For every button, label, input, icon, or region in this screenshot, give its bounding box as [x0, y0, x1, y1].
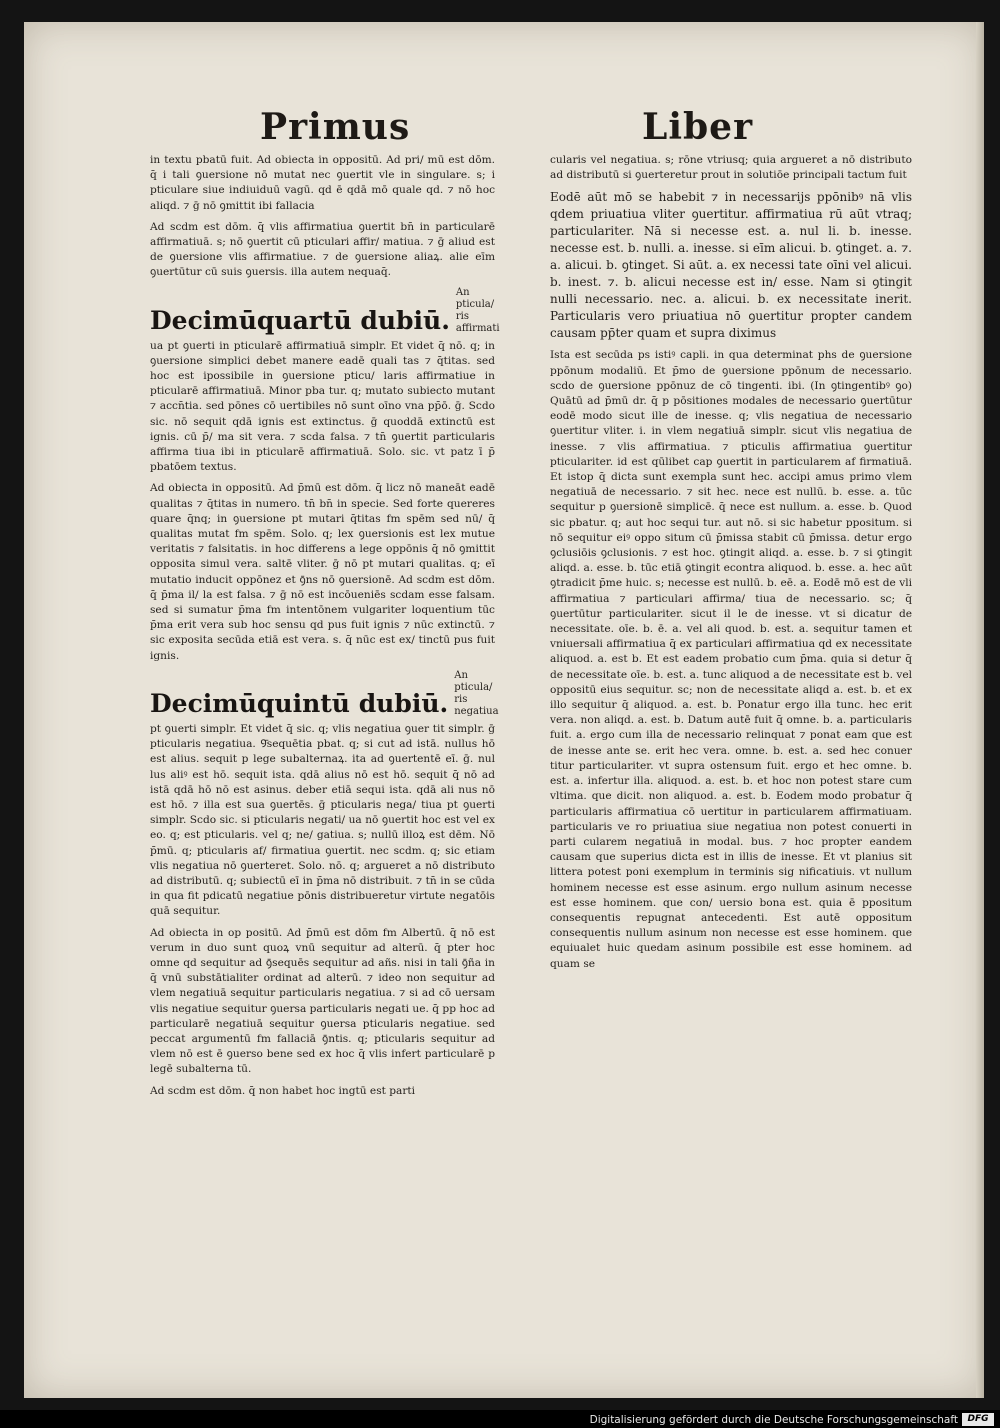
heading-note-14: An pticula/ ris affirmati	[455, 286, 500, 334]
left-paragraph-1: in textu pbatū fuit. Ad obiecta in oppositū. Ad pri/ mū est dōm. q̄ i tali ꝯuersione nō mutat nec ꝯuertit vle in singulare. s; i pticulare siue indiuiduū vagū. qd ē qdā mō quale qd. ⁊ nō hoc aliqd. ⁊ ḡ nō ꝯmittit ibi fallacia	[150, 154, 495, 212]
left-column	[150, 153, 500, 1105]
right-paragraph-2: Eodē aūt mō se habebit ⁊ in necessarijs ppōnibꝰ nā vlis qdem priuatiua vliter ꝯuertitur. affirmatiua rū aūt vtraq; particulariter. Nā si necesse est. a. nul li. b. inesse. necesse est. b. nulli. a. inesse. si eīm alicui. b. ꝯtinget. a. ⁊. a. alicui. b. ꝯtinget. Si aūt. a. ex necessi tate oīni vel alicui. b. inest. ⁊. b. alicui necesse est in/ esse. Nam si ꝯtingit nulli necessario. nec. a. alicui. b. ex necessitate inerit. Particularis vero priuatiua nō ꝯuertitur propter candem causam pp̄ter quam et supra diximus	[550, 190, 912, 341]
right-paragraph-3: Ista est secūda ps istiꝰ capli. in qua determinat phs de ꝯuersione ppōnum modaliū. Et p̄mo de ꝯuersione ppōnum de necessario. scdo de ꝯuersione ppōnuz de cō tingenti. ibi. (In ꝯtingentibꝰ ꝯo) Quātū ad p̄mū dr. q̄ p pōsitiones modales de necessario ꝯuertūtur eodē modo sicut ille de inesse. q; vlis negatiua de necessario ꝯuertitur vliter. i. in vlem negatiuā simplr. sicut vlis negatiua de inesse. ⁊ vlis affirmatiua. ⁊ pticulis affirmatiua ꝯuertitur pticulariter. id est qūlibet cap ꝯuertit in particularem af firmatiuā. Et istop q̄ dicta sunt exempla sunt hec. accipi amus primo vlem negatiuā de necessario. ⁊ sit hec. nece est nullū. b. esse. a. tūc sequitur p ꝯuersionē simplicē. q̄ nece est nullum. a. esse. b. Quod sic pbatur. q; aut hoc sequi tur. aut nō. si sic habetur ppositum. si nō sequitur eiꝰ oppo situm cū p̄missa stabit cū p̄missa. detur ergo ꝯclusiōis ꝯclusionis. ⁊ est hoc. ꝯtingit aliqd. a. esse. b. ⁊ si ꝯtingit aliqd. a. esse. b. tūc etiā ꝯtingit econtra aliquod. b. esse. a. hec aūt ꝯtradicit p̄me huic. s; necesse est nullū. b. eē. a. Eodē mō est de vli affirmatiua ⁊ particulari affirma/ tiua de necessario. sc; q̄ ꝯuertūtur particulariter. sicut il le de inesse. vt si dicatur de necessitate. oīe. b. ē. a. vel ali quod. b. est. a. sequitur tamen et vniuersali affirmatiua q̄ ex particulari affirmatiua qd ex necessitate aliquod. a. est b. Et est eadem probatio cum p̄ma. quia si detur q̄ de necessitate oīe. b. est. a. tunc aliquod a de necessitate est b. vel oppositū eius sequitur. sc; non de necessitate aliqd a. est. b. et ex illo sequitur q̄ aliquod. a. est. b. Ponatur ergo illa tunc. hec erit vera. non aliqd. a. est. b. Datum autē fuit q̄ omne. b. a. particularis fuit. a. ergo cum illa de necessario relinquat ⁊ ponat eam que est de inesse ante se. erit hec vera. omne. b. est. a. sed hec conuer titur particulariter. vt supra ostensum fuit. ergo et hec omne. b. est. a. infertur illa. aliquod. a. est. b. et hoc non potest stare cum vltima. que dicit. non aliquod. a. est. b. Eodem modo probatur q̄ particularis affirmatiua cō uertitur in particularem affirmatiuam. particularis ve ro priuatiua siue negatiua non potest conuerti in parti cularem negatiuā in modal. bus. ⁊ hoc propter eandem causam que superius dicta est in illis de inesse. Et vt planius sit littera potest poni exemplum in terminis sig nificatiuis. vt nullum hominem necesse est esse asinum. ergo nullum asinum necesse est esse hominem. que con/ uersio bona est. quia ē ppositum consequentis repugnat antecedenti. Est autē oppositum consequentis nullum asinum non necesse est esse hominem. que equiualet huic quedam asinum possibile est esse hominem. ad quam se	[550, 349, 912, 970]
page-edge	[976, 22, 984, 1398]
left-paragraph-3: ua pt ꝯuerti in pticularē affirmatiuā simplr. Et videt q̄ nō. q; in ꝯuersione simplici debet manere eadē quali tas ⁊ q̄titas. sed hoc est ipossibile in ꝯuersione pticu/ laris affirmatiue in pticularē affirmatiuā. Minor pba tur. q; mutato subiecto mutant ⁊ accn̄tia. sed pōnes cō uertibiles nō sunt oīno vna pp̄ō. ḡ. Scdo sic. nō sequit qdā ignis est extinctus. ḡ quoddā extinctū est ignis. cū p̄/ ma sit vera. ⁊ scda falsa. ⁊ tn̄ ꝯuertit particularis affirma tiua ibi in pticularē affirmatiuā. Solo. sic. vt patz ī p̄ pbatōem textus.	[150, 339, 495, 474]
footer-credit: Digitalisierung gefördert durch die Deutsche Forschungsgemeinschaft	[589, 1414, 958, 1426]
heading-note-15: An pticula/ ris negatiua	[454, 669, 499, 717]
left-paragraph-5: pt ꝯuerti simplr. Et videt q̄ sic. q; vlis negatiua ꝯuer tit simplr. ḡ pticularis negatiua. Ꝯ̄sequētia pbat. q; si cut ad istā. nullus hō est alius. sequit p lege subalternaꝝ. ita ad ꝯuertentē eī. ḡ. nul lus aliꝰ est hō. sequit ista. qdā alius nō est hō. sequit q̄ nō ad istā qdā hō nō est asinus. deber etiā sequi ista. qdā ali nus nō est hō. ⁊ illa est sua ꝯuertēs. ḡ pticularis nega/ tiua pt ꝯuerti simplr. Scdo sic. si pticularis negati/ ua nō ꝯuertit hoc est vel ex eo. q; est pticularis. vel q; ne/ gatiua. s; nullū illoꝝ est dēm. Nō p̄mū. q; pticularis af/ firmatiua ꝯuertit. nec scdm. q; sic etiam vlis negatiua nō ꝯuerteret. Solo. nō. q; argueret a nō distributo ad distributū. q; subiectū eī in p̄ma nō distribuit. ⁊ tn̄ in se cūda in qua fit pdicatū negatiue pōnis distribueretur virtute negatōis quā sequitur.	[150, 722, 495, 918]
section-heading-14	[150, 286, 500, 335]
footer-bar	[0, 1410, 1000, 1428]
right-column	[550, 153, 912, 978]
right-paragraph-1: cularis vel negatiua. s; rōne vtriusq; quia argueret a nō distributo ad distributū si ꝯuerteretur prout in solutiōe principali tactum fuit	[550, 154, 912, 182]
left-paragraph-4: Ad obiecta in oppositū. Ad p̄mū est dōm. q̄ licz nō maneāt eadē qualitas ⁊ q̄titas in numero. tn̄ bn̄ in specie. Sed forte quereres quare q̄nq; in ꝯuersione pt mutari q̄titas fm spēm sed nū/ q̄ qualitas mutat fm spēm. Solo. q; lex ꝯuersionis est lex mutue veritatis ⁊ falsitatis. in hoc differens a lege oppōnis q̄ nō ꝯmittit opposita simul vera. saltē vliter. ḡ nō pt mutari qualitas. q; eī mutatio inducit oppōnez et ꝯ̄ns nō ꝯuersionē. Ad scdm est dōm. q̄ p̄ma il/ la est falsa. ⁊ ḡ nō est incōueniēs scdam esse falsam. sed si sumatur p̄ma fm intentōnem vulgariter loquentium tūc p̄ma erit vera sub hoc sensu qd pus fuit ignis ⁊ nūc extinctū. ⁊ sic exposita secūda etiā est vera. s. q̄ nūc est ex/ tinctū pus fuit ignis.	[150, 482, 495, 662]
dfg-logo: DFG	[962, 1413, 994, 1426]
left-paragraph-7: Ad scdm est dōm. q̄ non habet hoc ingtū est parti	[150, 1084, 416, 1097]
section-heading-15	[150, 669, 499, 718]
heading-decimumquartum: Decimūquartū dubiū.	[150, 305, 450, 335]
left-paragraph-6: Ad obiecta in op positū. Ad p̄mū est dōm fm Albertū. q̄ nō est verum in duo sunt quoꝝ vnū sequitur ad alterū. q̄ pter hoc omne qd sequitur ad ꝯ̄sequēs sequitur ad añs. nisi in tali ꝯ̄ña in q̄ vnū substātialiter ordinat ad alterū. ⁊ ideo non sequitur ad vlem negatiuā sequitur particularis negatiua. ⁊ si ad cō uersam vlis negatiue sequitur ꝯuersa particularis negati ue. q̄ pp hoc ad particularē negatiuā sequitur ꝯuersa pticularis negatiue. sed peccat argumentū fm fallaciā ꝯ̄ntis. q; pticularis sequitur ad vlem nō est ē ꝯuerso bene sed ex hoc q̄ vlis infert particularē p legē subalterna tū.	[150, 926, 495, 1076]
left-paragraph-2: Ad scdm est dōm. q̄ vlis affirmatiua ꝯuertit bn̄ in particularē affirmatiuā. s; nō ꝯuertit cū pticulari affir/ matiua. ⁊ ḡ aliud est de ꝯuersione vlis affirmatiue. ⁊ de ꝯuersione aliaꝝ. alie eīm ꝯuertūtur cū suis ꝯuersis. illa autem nequaq̄.	[150, 220, 495, 279]
running-head-left: Primus	[260, 106, 411, 148]
heading-decimumquintum: Decimūquintū dubiū.	[150, 688, 449, 718]
running-head-right: Liber	[642, 106, 754, 148]
